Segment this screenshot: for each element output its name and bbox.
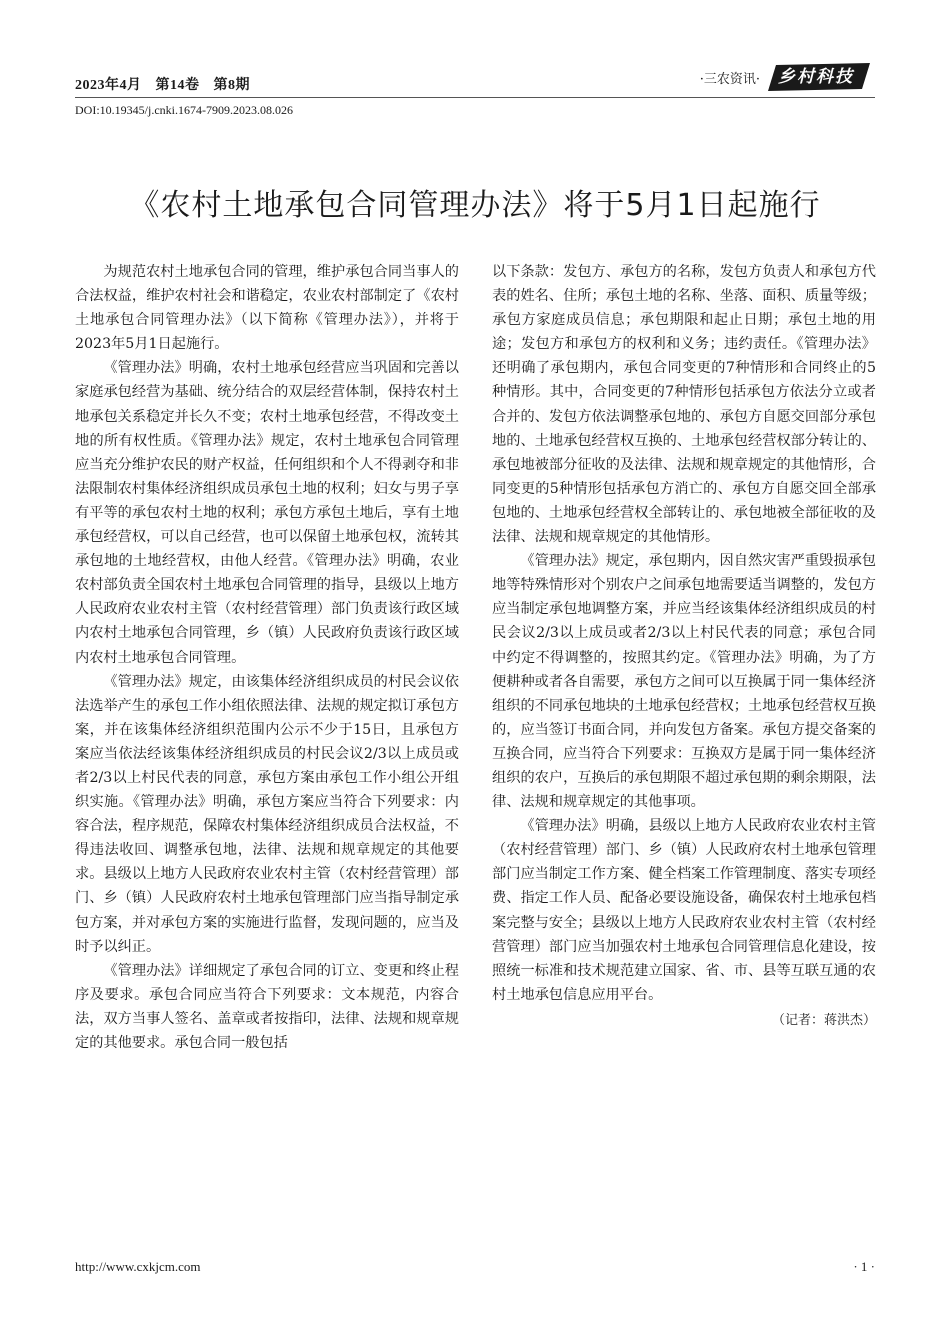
issue-date: 2023年4月 — [75, 78, 142, 93]
left-column — [75, 260, 459, 1055]
section-label: ·三农资讯· — [699, 71, 760, 87]
reporter-credit: （记者：蒋洪杰） — [771, 1012, 876, 1028]
logo-text: 乡村科技 — [778, 67, 854, 87]
article-title: 《农村土地承包合同管理办法》将于5月1日起施行 — [129, 188, 821, 223]
journal-logo — [766, 62, 872, 92]
paragraph: 为规范农村土地承包合同的管理，维护承包合同当事人的合法权益，维护农村社会和谐稳定，农业农村部制定了《农村土地承包合同管理办法》（以下简称《管理办法》），并将于2023年5月1日起施行。 — [75, 264, 459, 353]
journal-url-link[interactable]: http://www.cxkjcm.com — [75, 1259, 201, 1274]
paragraph: 《管理办法》详细规定了承包合同的订立、变更和终止程序及要求。承包合同应当符合下列要求：文本规范，内容合法，双方当事人签名、盖章或者按指印，法律、法规和规章规定的其他要求。承包合同一般包括 — [75, 962, 459, 1051]
header-rule — [75, 97, 875, 98]
journal-branding — [700, 62, 872, 92]
paragraph: 《管理办法》规定，承包期内，因自然灾害严重毁损承包地等特殊情形对个别农户之间承包地需要适当调整的，发包方应当制定承包地调整方案，并应当经该集体经济组织成员的村民会议2/3以上成员或者2/3以上村民代表的同意；承包合同中约定不得调整的，按照其约定。《管理办法》明确，为了方便耕种或者各自需要，承包方之间可以互换属于同一集体经济组织的不同承包地块的土地承包经营权；土地承包经营权互换的，应当签订书面合同，并向发包方备案。承包方提交备案的互换合同，应当符合下列要求：互换双方是属于同一集体经济组织的农户，互换后的承包期限不超过承包期的剩余期限，法律、法规和规章规定的其他事项。 — [492, 553, 876, 811]
paragraph: 《管理办法》规定，由该集体经济组织成员的村民会议依法选举产生的承包工作小组依照法律、法规的规定拟订承包方案，并在该集体经济组织范围内公示不少于15日，且承包方案应当依法经该集体经济组织成员的村民会议2/3以上成员或者2/3以上村民代表的同意，承包方案由承包工作小组公开组织实施。《管理办法》明确，承包方案应当符合下列要求：内容合法，程序规范，保障农村集体经济组织成员合法权益，不得违法收回、调整承包地，法律、法规和规章规定的其他要求。县级以上地方人民政府农业农村主管（农村经营管理）部门、乡（镇）人民政府农村土地承包管理部门应当指导制定承包方案，并对承包方案的实施进行监督，发现问题的，应当及时予以纠正。 — [75, 673, 459, 955]
paragraph-continuation: 以下条款：发包方、承包方的名称，发包方负责人和承包方代表的姓名、住所；承包土地的名称、坐落、面积、质量等级；承包方家庭成员信息；承包期限和起止日期；承包土地的用途；发包方和承包方的权利和义务；违约责任。《管理办法》还明确了承包期内，承包合同变更的7种情形和合同终止的5种情形。其中，合同变更的7种情形包括承包方依法分立或者合并的、发包方依法调整承包地的、承包方自愿交回部分承包地的、土地承包经营权互换的、土地承包经营权部分转让的、承包地被部分征收的及法律、法规和规章规定的其他情形，合同变更的5种情形包括承包方消亡的、承包方自愿交回全部承包地的、土地承包经营权全部转让的、承包地被全部征收的及法律、法规和规章规定的其他情形。 — [492, 264, 876, 546]
paragraph: 《管理办法》明确，县级以上地方人民政府农业农村主管（农村经营管理）部门、乡（镇）人民政府农村土地承包管理部门应当制定工作方案、健全档案工作管理制度、落实专项经费、指定工作人员、配备必要设施设备，确保农村土地承包档案完整与安全；县级以上地方人民政府农业农村主管（农村经营管理）部门应当加强农村土地承包合同管理信息化建设，按照统一标准和技术规范建立国家、省、市、县等互联互通的农村土地承包信息应用平台。 — [492, 818, 876, 1003]
doi: DOI:10.19345/j.cnki.1674-7909.2023.08.026 — [75, 103, 293, 117]
page-number: · 1 · — [853, 1259, 875, 1274]
volume: 第14卷 — [155, 78, 200, 93]
paragraph: 《管理办法》明确，农村土地承包经营应当巩固和完善以家庭承包经营为基础、统分结合的双层经营体制，保持农村土地承包关系稳定并长久不变；农村土地承包经营，不得改变土地的所有权性质。《管理办法》规定，农村土地承包合同管理应当充分维护农民的财产权益，任何组织和个人不得剥夺和非法限制农村集体经济组织成员承包土地的权利；妇女与男子享有平等的承包农村土地的权利；承包方承包土地后，享有土地承包经营权，可以自己经营，也可以保留土地承包权，流转其承包地的土地经营权，由他人经营。《管理办法》明确，农业农村部负责全国农村土地承包合同管理的指导，县级以上地方人民政府农业农村主管（农村经营管理）部门负责该行政区域内农村土地承包合同管理，乡（镇）人民政府负责该行政区域内农村土地承包合同管理。 — [75, 360, 459, 666]
issue-info — [75, 74, 264, 94]
right-column — [492, 260, 876, 1033]
issue-number: 第8期 — [213, 78, 250, 93]
